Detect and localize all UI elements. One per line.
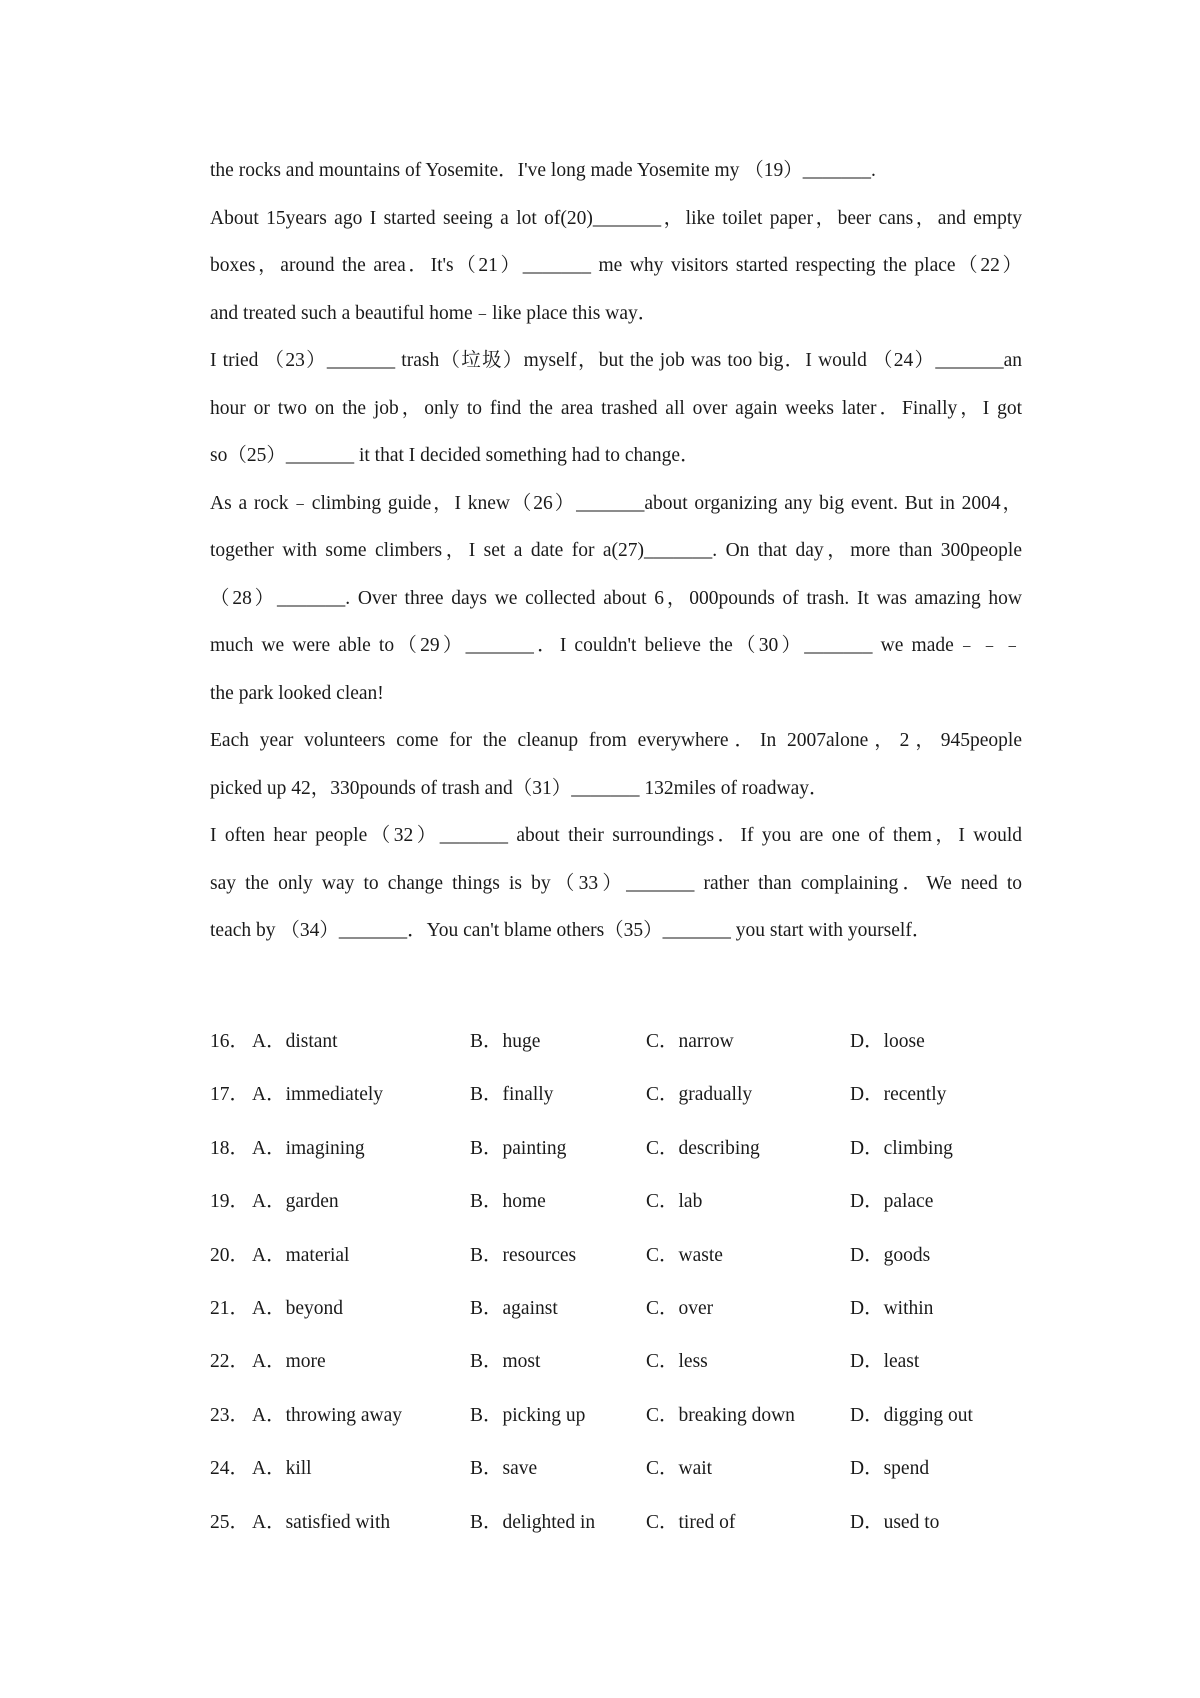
passage-line: much we were able to（29）_______．I couldn't believe the（30）_______ we made﹣﹣﹣ <box>210 635 1022 656</box>
option-d: D．least <box>850 1351 920 1373</box>
question-row <box>210 1175 1022 1228</box>
passage-line: say the only way to change things is by（33）_______ rather than complaining．We need to <box>210 872 1022 894</box>
passage-line: picked up 42，330pounds of trash and（31）_______ 132miles of roadway． <box>210 777 829 799</box>
option-b: B．save <box>470 1458 538 1480</box>
passage-line: hour or two on the job，only to find the area trashed all over again weeks later．Finally，I got <box>210 397 1022 419</box>
option-a: A．garden <box>252 1191 339 1213</box>
question-row <box>210 1335 1022 1388</box>
question-row <box>210 1496 1022 1549</box>
question-row <box>210 1282 1022 1335</box>
option-b: B．finally <box>470 1084 554 1106</box>
option-c: C．lab <box>646 1191 703 1213</box>
option-b: B．against <box>470 1297 558 1319</box>
passage-line: As a rock﹣climbing guide，I knew（26）_______about organizing any big event. But in 2004， <box>210 492 1022 514</box>
passage-line: so（25）_______ it that I decided something had to change． <box>210 445 700 466</box>
option-c: C．narrow <box>646 1031 734 1052</box>
passage-line: the rocks and mountains of Yosemite．I've long made Yosemite my （19）_______. <box>210 160 876 181</box>
passage-line: and treated such a beautiful home﹣like place this way． <box>210 302 658 324</box>
question-number: 23． <box>210 1404 250 1426</box>
option-a: A．throwing away <box>252 1404 403 1426</box>
option-c: C．breaking down <box>646 1404 795 1426</box>
option-c: C．describing <box>646 1137 760 1159</box>
option-a: A．material <box>252 1244 350 1266</box>
option-c: C．tired of <box>646 1511 736 1533</box>
option-d: D．goods <box>850 1244 931 1266</box>
option-b: B．home <box>470 1191 546 1213</box>
question-number: 24． <box>210 1458 250 1480</box>
question-number: 21． <box>210 1297 250 1319</box>
option-c: C．gradually <box>646 1084 753 1106</box>
question-number: 20． <box>210 1244 250 1266</box>
option-d: D．used to <box>850 1511 940 1533</box>
question-row <box>210 1389 1022 1442</box>
option-b: B．painting <box>470 1137 567 1159</box>
option-b: B．picking up <box>470 1404 586 1426</box>
passage-line: （28）_______. Over three days we collected about 6，000pounds of trash. It was amazing how <box>210 587 1022 609</box>
option-c: C．waste <box>646 1244 723 1266</box>
passage-line: I often hear people（32）_______ about their surroundings．If you are one of them，I would <box>210 825 1022 846</box>
question-number: 25． <box>210 1511 250 1533</box>
question-number: 22． <box>210 1351 250 1373</box>
question-row <box>210 1068 1022 1121</box>
option-a: A．kill <box>252 1458 312 1480</box>
passage-line: teach by （34）_______．You can't blame others（35）_______ you start with yourself． <box>210 920 932 941</box>
question-number: 16． <box>210 1031 250 1052</box>
option-d: D．loose <box>850 1031 925 1052</box>
option-a: A．immediately <box>252 1084 384 1106</box>
option-d: D．recently <box>850 1084 947 1106</box>
option-b: B．resources <box>470 1244 577 1266</box>
option-a: A．beyond <box>252 1297 343 1319</box>
option-c: C．less <box>646 1351 708 1373</box>
option-d: D．digging out <box>850 1404 973 1426</box>
passage-line: Each year volunteers come for the cleanup from everywhere．In 2007alone，2，945people <box>210 730 1022 751</box>
option-a: A．distant <box>252 1031 338 1052</box>
passage-line: together with some climbers，I set a date for a(27)_______. On that day，more than 300people <box>210 540 1022 561</box>
question-number: 18． <box>210 1137 250 1159</box>
question-row <box>210 1229 1022 1282</box>
passage-line: the park looked clean! <box>210 682 384 704</box>
cloze-passage <box>210 147 1022 955</box>
passage-line: About 15years ago I started seeing a lot of(20)_______，like toilet paper，beer cans，and empty <box>210 207 1022 229</box>
question-row <box>210 1442 1022 1495</box>
option-d: D．climbing <box>850 1137 953 1159</box>
answer-options <box>210 1015 1022 1549</box>
option-d: D．palace <box>850 1191 934 1213</box>
question-number: 19． <box>210 1191 250 1213</box>
question-number: 17． <box>210 1084 250 1106</box>
option-b: B．delighted in <box>470 1511 596 1533</box>
question-row <box>210 1015 1022 1068</box>
option-a: A．satisfied with <box>252 1511 391 1533</box>
passage-line: boxes，around the area．It's（21）_______ me why visitors started respecting the place（22） <box>210 255 1022 276</box>
option-d: D．within <box>850 1297 934 1319</box>
option-c: C．over <box>646 1297 714 1319</box>
option-a: A．imagining <box>252 1137 365 1159</box>
question-row <box>210 1122 1022 1175</box>
option-b: B．huge <box>470 1031 541 1052</box>
option-c: C．wait <box>646 1458 713 1480</box>
passage-line: I tried （23）_______ trash（垃圾）myself，but the job was too big．I would （24）_______an <box>210 350 1022 371</box>
option-d: D．spend <box>850 1458 930 1480</box>
option-a: A．more <box>252 1351 326 1373</box>
option-b: B．most <box>470 1351 541 1373</box>
